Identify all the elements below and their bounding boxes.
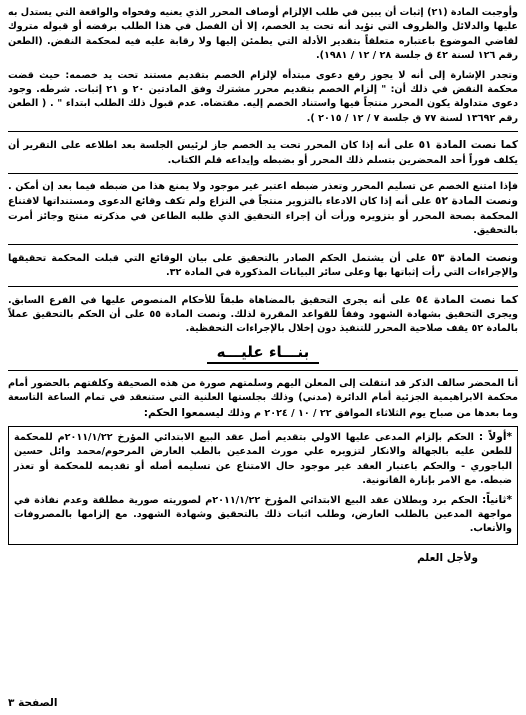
section-heading xyxy=(8,342,518,364)
paragraph-summons xyxy=(8,377,518,421)
request-second-text: الحكم برد وبطلان عقد البيع الابتدائي المؤرخ ٢٠١١/١/٢٢م لصوريته صورية مطلقة وعدم نفاذة في مواجهة المدعين بالطلب العارض، وطلب اثبات ذلك بالتحقيق وشهادة الشهود. مع إلزامها بالمصروفات والأتعاب. xyxy=(14,494,512,535)
closing-text: ولأجل العلم xyxy=(417,551,478,564)
divider xyxy=(8,370,518,371)
paragraph-article-21: وأوجبت المادة (٢١) إثبات أن يبين في طلب الإلزام أوصاف المحرر الذي يعنيه وفحواه والواقعة التي يستدل به عليها والدلائل والظروف التي تؤيد أنه تحت يد الخصم، إلا أن الفصل في هذا الطلب برفضه أو قبوله متروك لقاضي الموضوع باعتباره متعلقاً بتقدير الأدلة التي يطمئن إليها ولا رقابة عليه فيه لمحكمة النقض. (الطعن رقم ١٢٦ لسنة ٤٢ ق جلسة ٢٨ / ١٢ / ١٩٨١). xyxy=(8,7,518,62)
request-first xyxy=(14,430,512,489)
request-second xyxy=(14,493,512,537)
requests-box xyxy=(8,426,518,545)
article-53-keyword: ونصت المادة ٥٣ xyxy=(431,251,518,264)
paragraph-cassation-ruling: وتجدر الإشارة إلى أنه لا يجوز رفع دعوى مبتدأه لإلزام الخصم بتقديم مستند تحت يد خصمه: حيث قضت محكمة النقض في ذلك أن: " إلزام الخصم بتقديم محرر مشترك وفق المادتين ٢٠ و ٢١ إثبات. شرطه. وجود دعوى متداولة يكون المحرر منتجاً فيها واستناد الخصم إليه. مقتضاه. عدم قبول ذلك الطلب ابتداء " . ( الطعن رقم ١٣٦٩٢ لسنة ٧٧ ق جلسة ٧ / ١٢ / ٢٠١٥ ). xyxy=(8,69,518,124)
article-51-text: على أنه إذا كان المحرر تحت يد الخصم جاز لرئيس الجلسة بعد اطلاعه على التقرير أن يكلف فوراً أحد المحضرين بتسلم ذلك المحرر أو بضبطه وإيداعه قلم الكتاب. xyxy=(8,140,518,166)
paragraph-article-54 xyxy=(8,293,518,337)
request-first-label: *أولاً : xyxy=(478,430,512,443)
page-number: الصفحة ٣ xyxy=(8,697,58,709)
article-52-keyword: ونصت المادة ٥٢ xyxy=(434,195,518,208)
article-53-text: على أن يشتمل الحكم الصادر بالتحقيق على بيان الوقائع التي قبلت المحكمة تحقيقها والإجراءات التي رأت إثباتها بها وعلى سائر البيانات المذكورة في المادة ٣٢. xyxy=(8,252,518,279)
paragraph-article-52 xyxy=(8,180,518,239)
article-52-intro: فإذا امتنع الخصم عن تسليم المحرر وتعذر ضبطه اعتبر غير موجود ولا يمنع هذا من ضبطه فيما بعد إن أمكن . xyxy=(8,181,518,193)
divider xyxy=(8,286,518,287)
summons-text: أنا المحضر سالف الذكر قد انتقلت إلى المعلن اليهم وسلمتهم صورة من هذه الصحيفة وكلفتهم بالحضور أمام محكمة الابراهيمية الجزئية أمام الدائرة (مدني) وذلك بجلستها العلنية التي ستنعقد في تمام الساعة التاسعة وما بعدها من صباح يوم الثلاثاء الموافق ٢٢ / ١٠ / ٢٠٢٤ م وذلك xyxy=(8,377,518,419)
paragraph-article-51 xyxy=(8,138,518,168)
divider xyxy=(8,131,518,132)
article-54-keyword: كما نصت المادة ٥٤ xyxy=(415,293,518,306)
request-first-text: الحكم بإلزام المدعى عليها الاولي بتقديم أصل عقد البيع الابتدائي المؤرخ ٢٠١١/١/٢٢م للمحكمة للطعن عليه بالجهالة والانكار لتزويره علي مورث المدعين بالطب العارض المرحوم/محمد وائل حسين الباجوري - والحكم باعتبار العقد غير موجود حال الامتناع عن تسليمه أصله أو تقديمه للمحكمة أو تعذر ضبطه. مع الامر بإنارة القانونية. xyxy=(14,431,512,487)
request-second-label: *ثانياً: xyxy=(482,493,513,506)
divider xyxy=(8,173,518,174)
article-52-text: على أنه إذا كان الادعاء بالتزوير منتجاً في النزاع ولم تكف وقائع الدعوى ومستنداتها لاقتناع المحكمة بصحة المحرر أو بتزويره ورأت أن إجراء التحقيق الذي طلبه الطاعن في مذكرته منتج وجائز أمرت بالتحقيق. xyxy=(8,196,518,237)
divider xyxy=(8,244,518,245)
section-heading-text: بنـــاء عليـــه xyxy=(207,342,320,364)
paragraph-article-53 xyxy=(8,251,518,281)
summons-keyword: ليسمعوا الحكم: xyxy=(143,406,224,419)
article-51-keyword: كما نصت المادة ٥١ xyxy=(418,139,518,152)
article-54-text: على أنه يجرى التحقيق بالمضاهاة طبقاً للأحكام المنصوص عليها في الفرع السابق. ويجرى التحقيق بشهادة الشهود وفقاً للقواعد المقررة لذلك. ونصت المادة ٥٥ على أن الحكم بالتحقيق عملاً بالمادة ٥٢ يقف صلاحية المحرر للتنفيذ دون إخلال بالإجراءات التحفظية. xyxy=(8,294,518,335)
